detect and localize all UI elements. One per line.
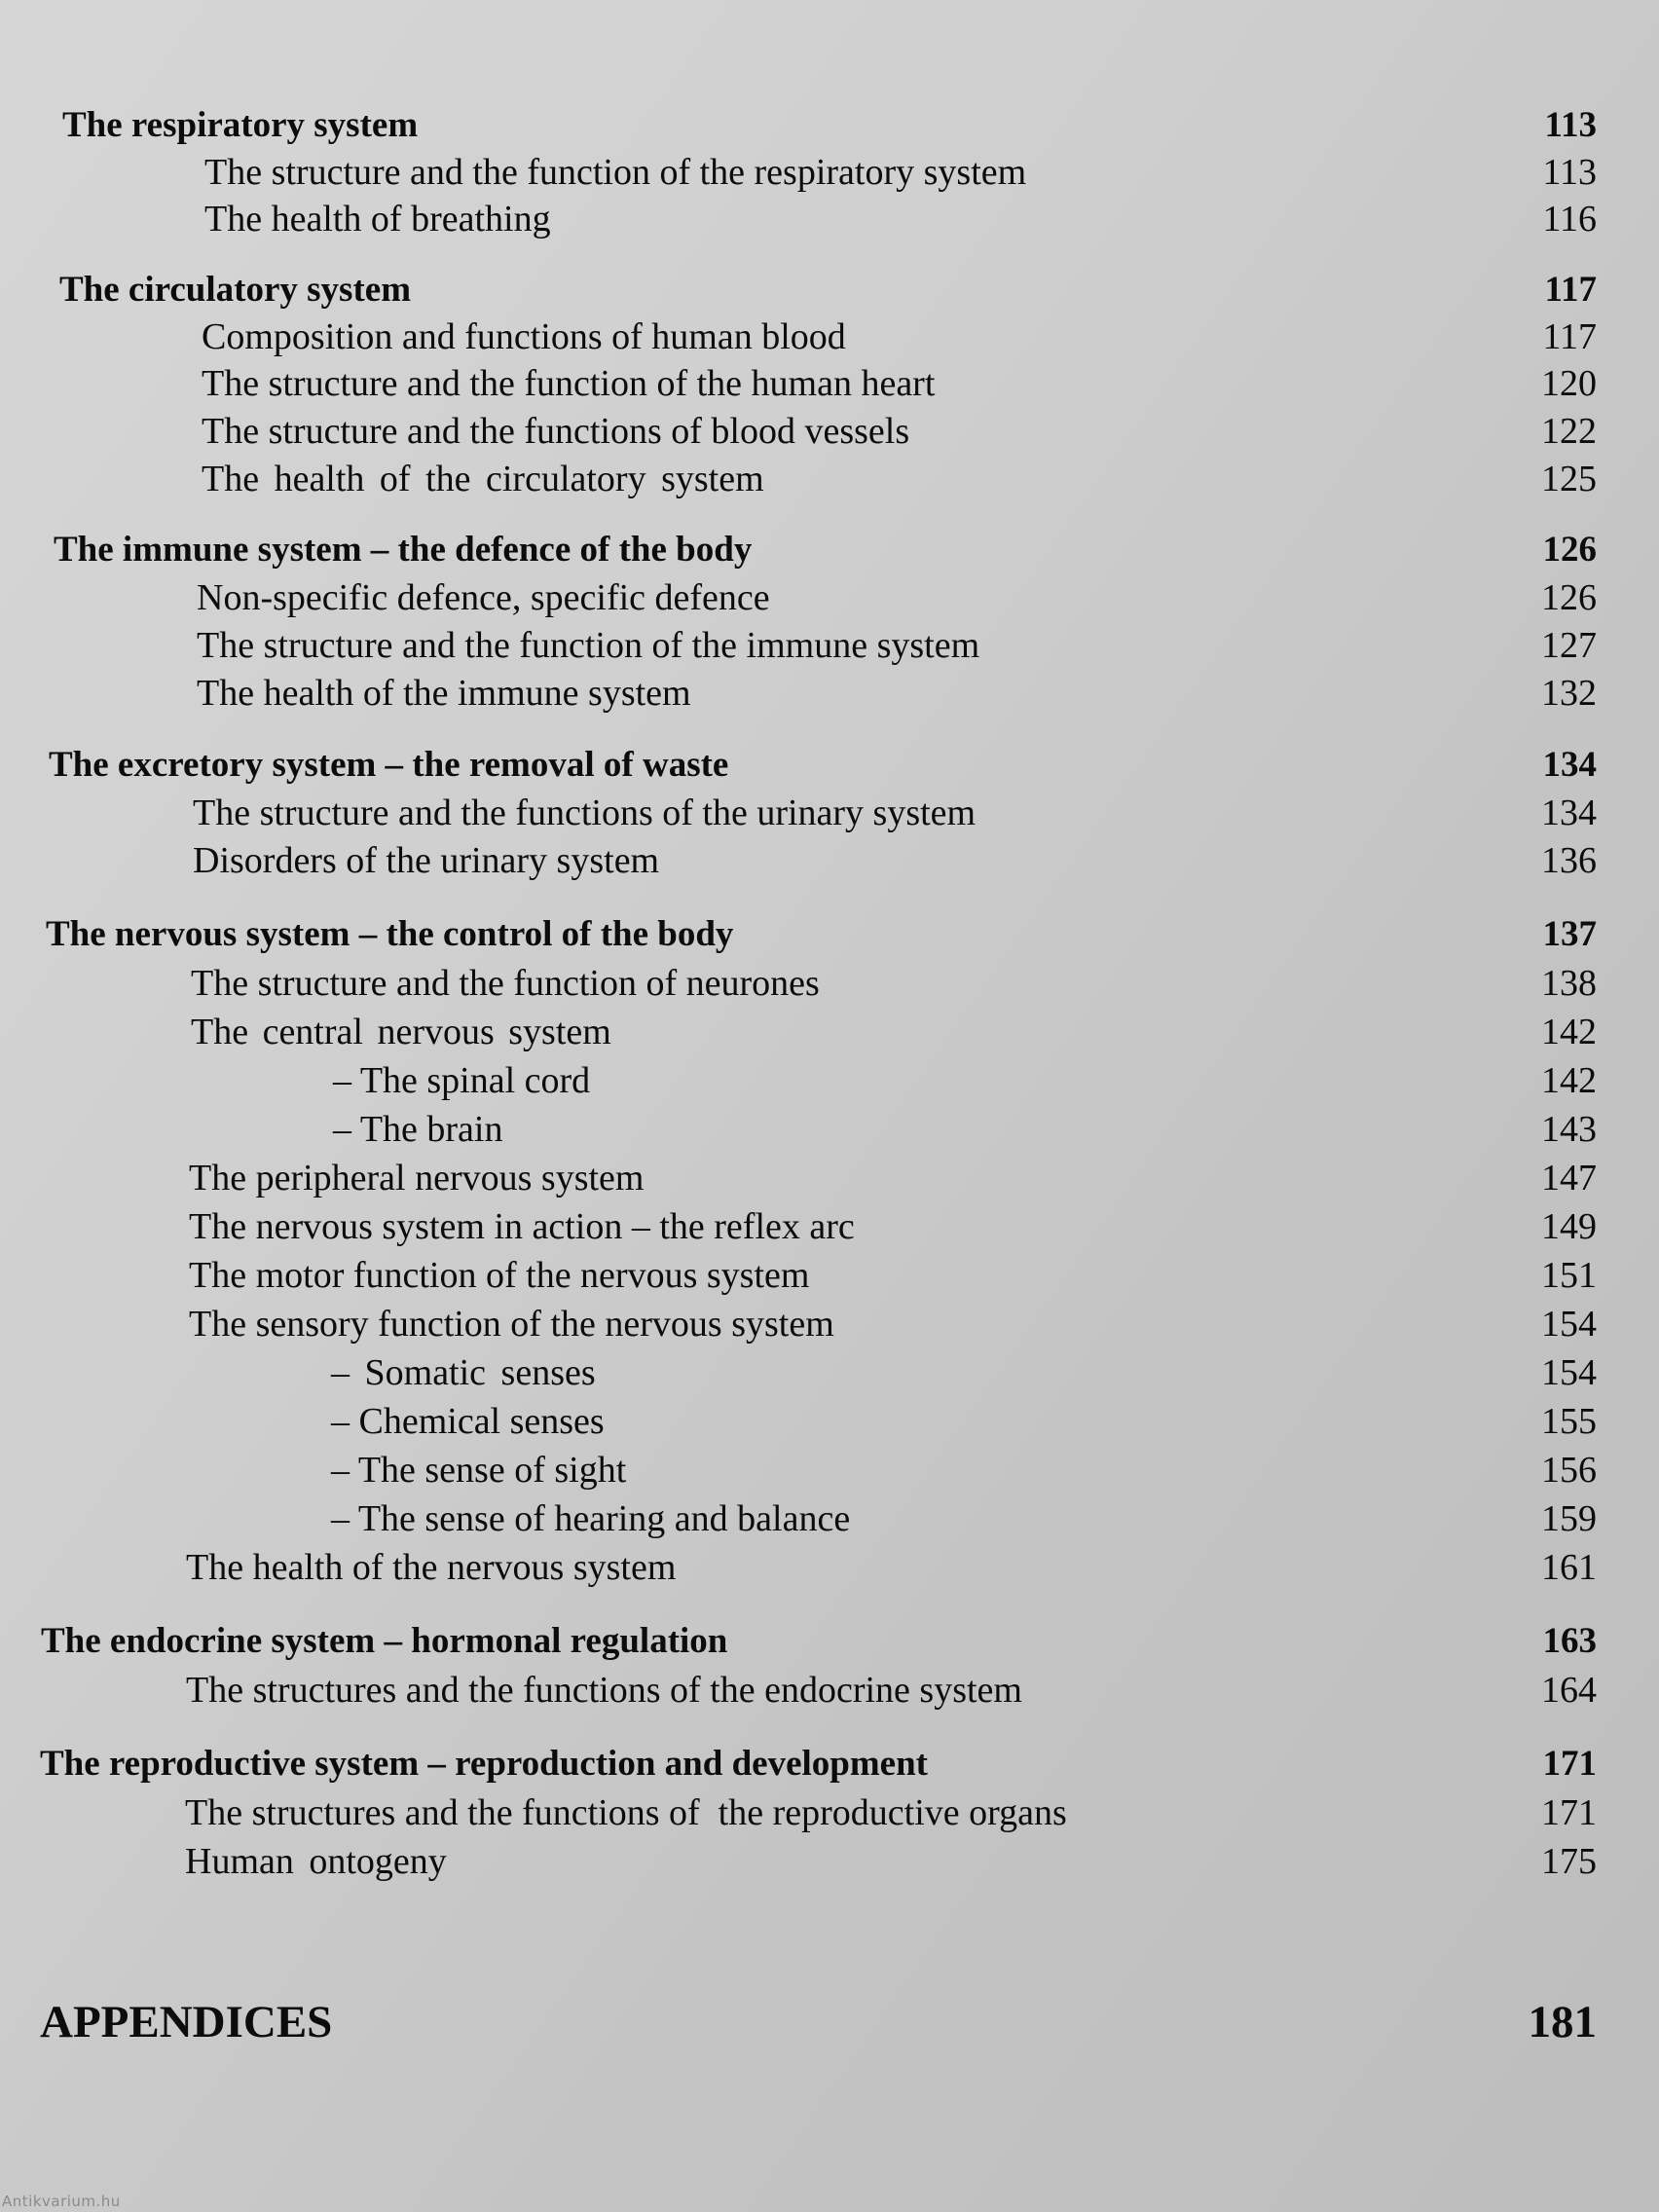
toc-entry-title: – The sense of hearing and balance	[331, 1498, 851, 1539]
toc-entry-title: The peripheral nervous system	[189, 1158, 645, 1198]
toc-entry-page: 113	[1542, 152, 1597, 193]
toc-entry-page: 120	[1541, 363, 1597, 404]
toc-section-page: 117	[1544, 270, 1597, 310]
toc-entry-title: The sensory function of the nervous system	[189, 1304, 834, 1345]
toc-entry-page: 159	[1541, 1498, 1597, 1539]
toc-entry-page: 134	[1541, 793, 1597, 833]
toc-section-title: The reproductive system – reproduction and development	[40, 1744, 928, 1784]
toc-entry-page: 122	[1541, 411, 1597, 452]
toc-entry	[0, 1348, 1659, 1397]
toc-entry	[0, 789, 1659, 837]
toc-entry-page: 127	[1541, 625, 1597, 666]
toc-entry	[0, 1494, 1659, 1543]
toc-entry-title: – Somatic senses	[331, 1352, 596, 1393]
toc-entry	[0, 1154, 1659, 1202]
toc-entry	[0, 573, 1659, 622]
toc-entry-page: 125	[1541, 459, 1597, 499]
toc-section-heading	[0, 101, 1659, 150]
toc-entry-title: Human ontogeny	[185, 1841, 447, 1882]
toc-entry-page: 143	[1541, 1109, 1597, 1150]
toc-entry-page: 154	[1541, 1352, 1597, 1393]
toc-entry-page: 171	[1541, 1792, 1597, 1833]
toc-entry-page: 175	[1541, 1841, 1597, 1882]
toc-entry-page: 155	[1541, 1401, 1597, 1442]
toc-entry-title: The structures and the functions of the reproductive organs	[185, 1792, 1067, 1833]
toc-entry-title: – Chemical senses	[331, 1401, 605, 1442]
toc-entry-title: Composition and functions of human blood	[202, 316, 846, 357]
toc-section-page: 171	[1542, 1744, 1597, 1784]
toc-entry-page: 142	[1541, 1012, 1597, 1052]
toc-entry-title: The structure and the functions of blood vessels	[202, 411, 910, 452]
toc-section-title: The immune system – the defence of the body	[54, 530, 753, 570]
toc-entry	[0, 959, 1659, 1008]
toc-entry-page: 117	[1542, 316, 1597, 357]
toc-entry-page: 149	[1541, 1206, 1597, 1247]
toc-entry	[0, 621, 1659, 670]
toc-entry-page: 164	[1541, 1670, 1597, 1711]
toc-entry	[0, 1251, 1659, 1300]
toc-entry-title: The health of the immune system	[197, 673, 691, 714]
toc-entry	[0, 1788, 1659, 1837]
toc-entry-title: The structure and the function of the immune system	[197, 625, 980, 666]
toc-section-heading	[0, 1617, 1659, 1666]
toc-entry-page: 116	[1542, 199, 1597, 240]
toc-section-page: 163	[1542, 1621, 1597, 1661]
watermark: Antikvarium.hu	[2, 2193, 121, 2210]
toc-entry-page: 154	[1541, 1304, 1597, 1345]
toc-section-heading	[0, 1740, 1659, 1788]
toc-section-title: The endocrine system – hormonal regulation	[41, 1621, 728, 1661]
toc-section-title: The circulatory system	[59, 270, 412, 310]
toc-entry-page: 126	[1541, 577, 1597, 618]
toc-entry-title: The health of the circulatory system	[202, 459, 764, 499]
toc-entry	[0, 1837, 1659, 1886]
toc-appendix-page: 181	[1528, 1997, 1597, 2047]
toc-section-heading	[0, 526, 1659, 574]
toc-entry-title: The structure and the function of the respiratory system	[204, 152, 1027, 193]
toc-section-page: 134	[1542, 745, 1597, 785]
toc-entry	[0, 1008, 1659, 1056]
toc-entry	[0, 669, 1659, 718]
toc-entry	[0, 1300, 1659, 1348]
toc-entry	[0, 455, 1659, 503]
toc-entry	[0, 836, 1659, 885]
toc-appendix-title: APPENDICES	[40, 1997, 333, 2047]
toc-section-heading	[0, 741, 1659, 790]
toc-entry	[0, 148, 1659, 197]
toc-section-title: The nervous system – the control of the body	[46, 914, 734, 954]
toc-section-heading	[0, 266, 1659, 314]
toc-section-heading	[0, 910, 1659, 959]
toc-entry	[0, 1666, 1659, 1714]
toc-entry	[0, 1202, 1659, 1251]
toc-entry-title: – The spinal cord	[333, 1060, 591, 1101]
toc-entry-page: 156	[1541, 1450, 1597, 1491]
toc-entry-title: The central nervous system	[191, 1012, 611, 1052]
toc-entry-title: – The brain	[333, 1109, 503, 1150]
toc-entry-page: 151	[1541, 1255, 1597, 1296]
toc-appendix-heading	[0, 1993, 1659, 2051]
toc-section-page: 126	[1542, 530, 1597, 570]
toc-entry	[0, 195, 1659, 243]
toc-entry-page: 136	[1541, 840, 1597, 881]
toc-entry-page: 142	[1541, 1060, 1597, 1101]
toc-section-title: The excretory system – the removal of waste	[49, 745, 729, 785]
toc-entry-title: The health of breathing	[204, 199, 551, 240]
toc-entry-title: The motor function of the nervous system	[189, 1255, 810, 1296]
toc-entry-title: The structure and the function of the human heart	[202, 363, 936, 404]
toc-entry-title: – The sense of sight	[331, 1450, 627, 1491]
toc-entry-page: 147	[1541, 1158, 1597, 1198]
toc-entry	[0, 1056, 1659, 1105]
toc-entry	[0, 1397, 1659, 1446]
toc-entry-page: 132	[1541, 673, 1597, 714]
toc-entry-title: The nervous system in action – the reflex arc	[189, 1206, 855, 1247]
toc-entry-page: 138	[1541, 963, 1597, 1004]
toc-entry-title: The structures and the functions of the endocrine system	[186, 1670, 1022, 1711]
toc-entry-page: 161	[1541, 1547, 1597, 1588]
toc-entry	[0, 1543, 1659, 1592]
toc-entry	[0, 1105, 1659, 1154]
toc-entry	[0, 313, 1659, 361]
toc-entry	[0, 407, 1659, 456]
toc-entry	[0, 359, 1659, 408]
toc-entry-title: The structure and the functions of the urinary system	[193, 793, 977, 833]
toc-section-page: 113	[1544, 105, 1597, 145]
toc-section-title: The respiratory system	[62, 105, 419, 145]
toc-entry-title: Non-specific defence, specific defence	[197, 577, 770, 618]
toc-entry-title: The health of the nervous system	[186, 1547, 677, 1588]
toc-section-page: 137	[1542, 914, 1597, 954]
toc-entry-title: Disorders of the urinary system	[193, 840, 660, 881]
toc-entry	[0, 1446, 1659, 1494]
toc-entry-title: The structure and the function of neurones	[191, 963, 820, 1004]
